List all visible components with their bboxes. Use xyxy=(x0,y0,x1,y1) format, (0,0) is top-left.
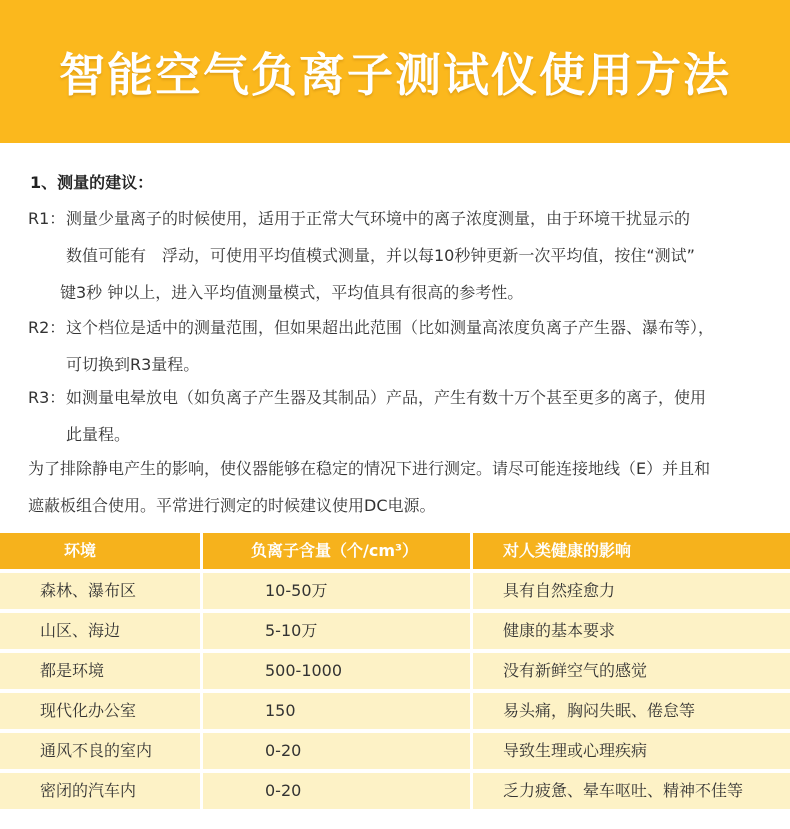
cell-health-effect: 导致生理或心理疾病 xyxy=(473,733,790,769)
note-line-2: 遮蔽板组合使用。平常进行测定的时候建议使用DC电源。 xyxy=(28,496,436,515)
table-row xyxy=(0,693,790,729)
cell-environment: 现代化办公室 xyxy=(0,693,200,729)
cell-environment: 密闭的汽车内 xyxy=(0,773,200,809)
title-banner xyxy=(0,0,790,143)
cell-ion-content: 500-1000 xyxy=(203,653,470,689)
header-health-effect: 对人类健康的影响 xyxy=(473,533,790,569)
cell-environment: 都是环境 xyxy=(0,653,200,689)
r2-line-2: 可切换到R3量程。 xyxy=(66,355,200,374)
r1-line-2: 数值可能有 浮动，可使用平均值模式测量，并以每10秒钟更新一次平均值，按住“测试” xyxy=(66,246,695,265)
note-line-1: 为了排除静电产生的影响，使仪器能够在稳定的情况下进行测定。请尽可能连接地线（E）并且和 xyxy=(28,459,711,478)
cell-ion-content: 0-20 xyxy=(203,733,470,769)
r3-label: R3： xyxy=(28,388,66,407)
cell-ion-content: 10-50万 xyxy=(203,573,470,609)
cell-health-effect: 没有新鲜空气的感觉 xyxy=(473,653,790,689)
r3-line-1: 如测量电晕放电（如负离子产生器及其制品）产品，产生有数十万个甚至更多的离子，使用 xyxy=(66,388,707,407)
header-ion-content: 负离子含量（个/cm³） xyxy=(203,533,470,569)
cell-ion-content: 0-20 xyxy=(203,773,470,809)
table-row xyxy=(0,573,790,609)
table-row xyxy=(0,773,790,809)
r1-paragraph xyxy=(28,200,783,311)
table-row xyxy=(0,733,790,769)
cell-ion-content: 5-10万 xyxy=(203,613,470,649)
cell-health-effect: 易头痛，胸闷失眠、倦怠等 xyxy=(473,693,790,729)
r1-line-3: 键3秒 钟以上，进入平均值测量模式，平均值具有很高的参考性。 xyxy=(60,283,524,302)
cell-health-effect: 具有自然痊愈力 xyxy=(473,573,790,609)
r2-paragraph xyxy=(28,309,783,383)
r1-label: R1： xyxy=(28,209,66,228)
cell-health-effect: 乏力疲惫、晕车呕吐、精神不佳等 xyxy=(473,773,790,809)
r2-label: R2： xyxy=(28,318,66,337)
cell-environment: 山区、海边 xyxy=(0,613,200,649)
note-paragraph xyxy=(28,450,783,524)
cell-health-effect: 健康的基本要求 xyxy=(473,613,790,649)
r3-line-2: 此量程。 xyxy=(66,425,131,444)
table-row xyxy=(0,653,790,689)
table-header-row xyxy=(0,533,790,569)
r1-line-1: 测量少量离子的时候使用，适用于正常大气环境中的离子浓度测量，由于环境干扰显示的 xyxy=(66,209,691,228)
cell-ion-content: 150 xyxy=(203,693,470,729)
ion-table xyxy=(0,533,790,813)
section-heading: 1、测量的建议： xyxy=(30,173,154,192)
cell-environment: 通风不良的室内 xyxy=(0,733,200,769)
table-row xyxy=(0,613,790,649)
cell-environment: 森林、瀑布区 xyxy=(0,573,200,609)
header-environment: 环境 xyxy=(0,533,200,569)
page-title: 智能空气负离子测试仪使用方法 xyxy=(59,47,731,102)
r2-line-1: 这个档位是适中的测量范围，但如果超出此范围（比如测量高浓度负离子产生器、瀑布等）， xyxy=(66,318,715,337)
r3-paragraph xyxy=(28,379,783,453)
